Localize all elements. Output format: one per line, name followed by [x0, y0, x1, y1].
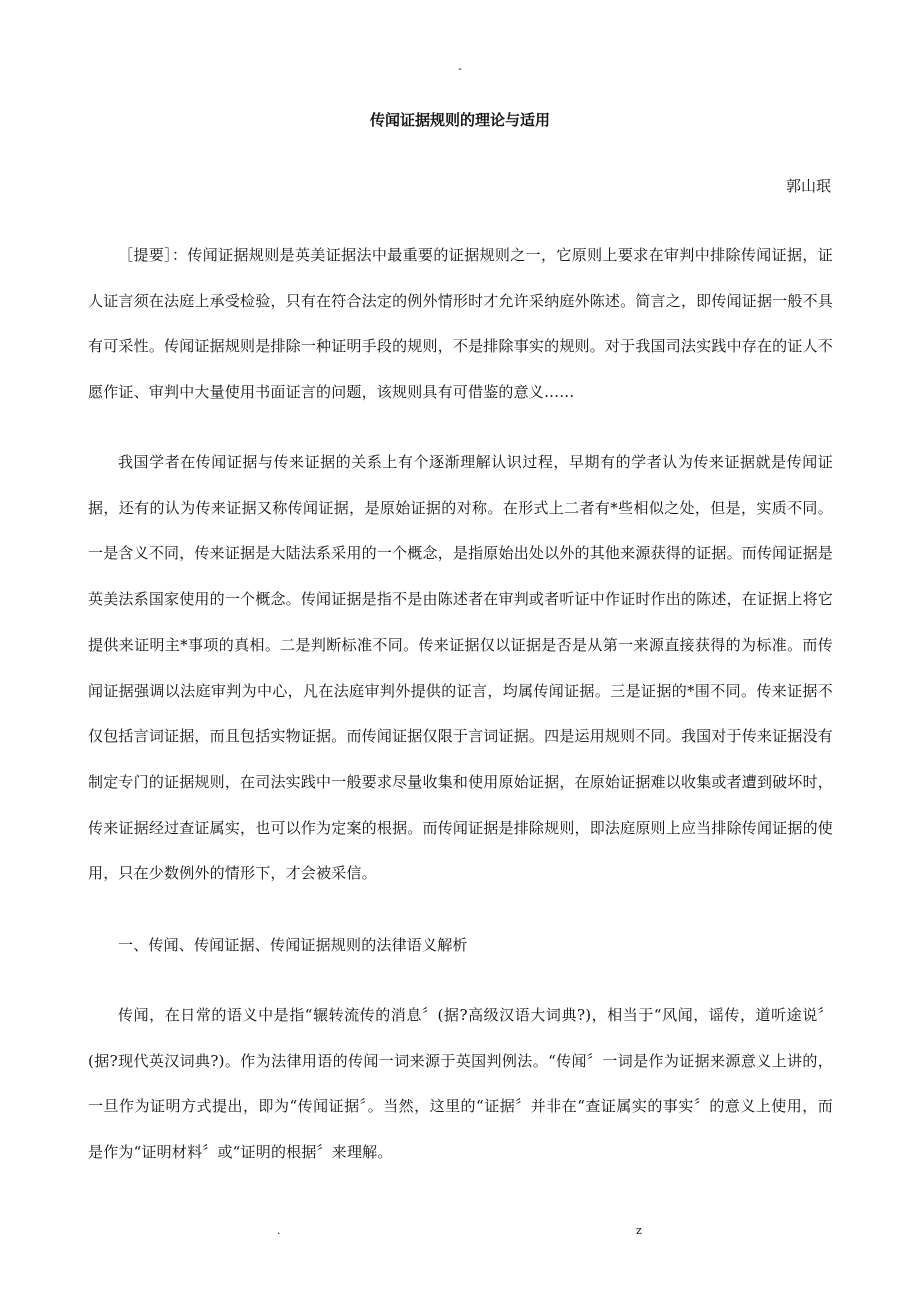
footer-left-mark: . [277, 1224, 281, 1237]
hearsay-definition-paragraph: 传闻，在日常的语义中是指“辗转流传的消息〞(据?高级汉语大词典?)，相当于“风闻，谣传，道听途说〞(据?现代英汉词典?)。作为法律用语的传闻一词来源于英国判例法。“传闻〞一词是作为证据来源意义上讲的，一旦作为证明方式提出，即为“传闻证据〞。当然，这里的“证据〞并非在“查证属实的事实〞的意义上使用，而是作为“证明材料〞或“证明的根据〞来理解。 [88, 1006, 833, 1162]
section-heading: 一、传闻、传闻证据、传闻证据规则的法律语义解析 [118, 936, 468, 954]
abstract-paragraph: ［提要］：传闻证据规则是英美证据法中最重要的证据规则之一，它原则上要求在审判中排除传闻证据，证人证言须在法庭上承受检验，只有在符合法定的例外情形时才允许采纳庭外陈述。简言之，即传闻证据一般不具有可采性。传闻证据规则是排除一种证明手段的规则，不是排除事实的规则。对于我国司法实践中存在的证人不愿作证、审判中大量使用书面证言的问题，该规则具有可借鉴的意义…… [88, 246, 833, 402]
document-title: 传闻证据规则的理论与适用 [369, 111, 550, 129]
intro-paragraph: 我国学者在传闻证据与传来证据的关系上有个逐渐理解认识过程，早期有的学者认为传来证据就是传闻证据，还有的认为传来证据又称传闻证据，是原始证据的对称。在形式上二者有*些相似之处，但是，实质不同。一是含义不同，传来证据是大陆法系采用的一个概念，是指原始出处以外的其他来源获得的证据。而传闻证据是英美法系国家使用的一个概念。传闻证据是指不是由陈述者在审判或者听证中作证时作出的陈述，在证据上将它提供来证明主*事项的真相。二是判断标准不同。传来证据仅以证据是否是从第一来源直接获得的为标准。而传闻证据强调以法庭审判为中心，凡在法庭审判外提供的证言，均属传闻证据。三是证据的*围不同。传来证据不仅包括言词证据，而且包括实物证据。而传闻证据仅限于言词证据。四是运用规则不同。我国对于传来证据没有制定专门的证据规则，在司法实践中一般要求尽量收集和使用原始证据，在原始证据难以收集或者遭到破坏时，传来证据经过查证属实，也可以作为定案的根据。而传闻证据是排除规则，即法庭原则上应当排除传闻证据的使用，只在少数例外的情形下，才会被采信。 [88, 453, 833, 883]
header-mark: - [458, 62, 462, 75]
author-name: 郭山珉 [785, 177, 831, 195]
footer-right-mark: z [636, 1224, 642, 1237]
